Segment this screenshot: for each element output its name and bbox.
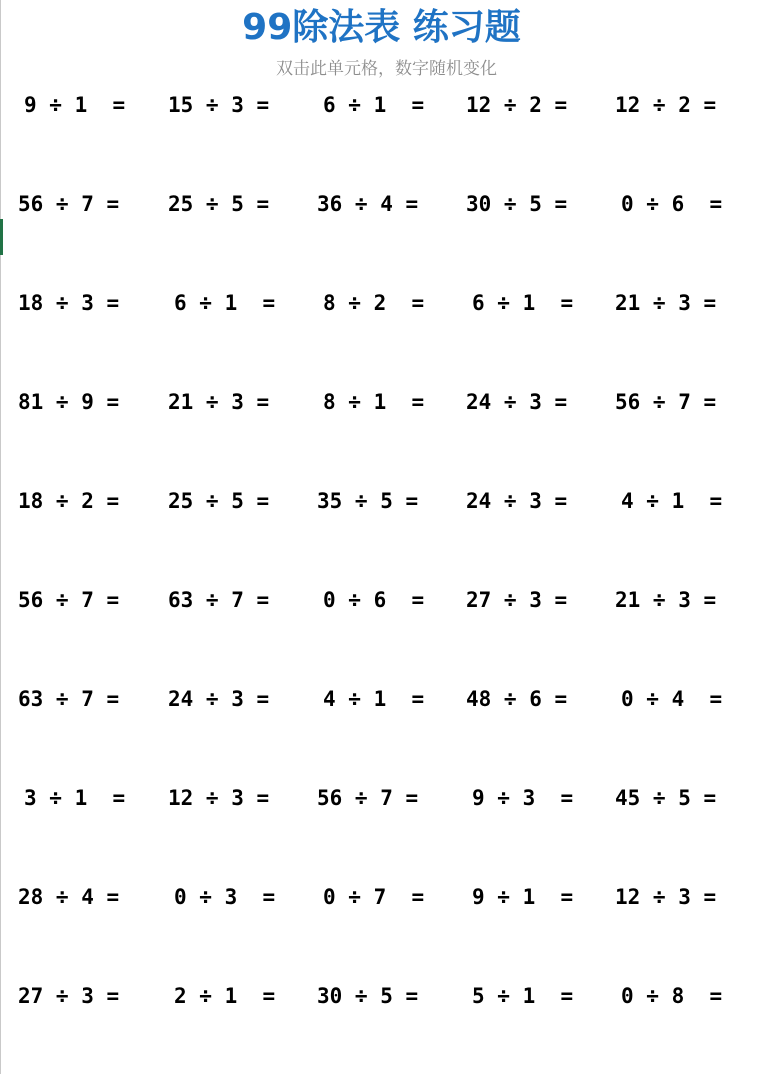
- division-problem: 6 ÷ 1 =: [472, 291, 574, 315]
- division-problem: 4 ÷ 1 =: [323, 687, 425, 711]
- subtitle-hint[interactable]: 双击此单元格，数字随机变化: [276, 59, 497, 79]
- division-problem: 0 ÷ 8 =: [621, 984, 723, 1008]
- division-problem: 18 ÷ 2 =: [18, 489, 120, 513]
- division-problem: 12 ÷ 3 =: [615, 885, 717, 909]
- division-problem: 56 ÷ 7 =: [615, 390, 717, 414]
- division-problem: 35 ÷ 5 =: [317, 489, 419, 513]
- division-problem: 30 ÷ 5 =: [466, 192, 568, 216]
- division-problem: 15 ÷ 3 =: [168, 93, 270, 117]
- page-title: 99除法表 练习题: [242, 7, 521, 48]
- division-problem: 9 ÷ 1 =: [24, 93, 126, 117]
- division-problem: 30 ÷ 5 =: [317, 984, 419, 1008]
- division-problem: 21 ÷ 3 =: [615, 291, 717, 315]
- division-problem: 48 ÷ 6 =: [466, 687, 568, 711]
- division-problem: 24 ÷ 3 =: [168, 687, 270, 711]
- division-problem: 27 ÷ 3 =: [18, 984, 120, 1008]
- division-problem: 12 ÷ 2 =: [466, 93, 568, 117]
- division-problem: 21 ÷ 3 =: [168, 390, 270, 414]
- division-problem: 6 ÷ 1 =: [323, 93, 425, 117]
- division-problem: 4 ÷ 1 =: [621, 489, 723, 513]
- division-problem: 2 ÷ 1 =: [174, 984, 276, 1008]
- division-problem: 8 ÷ 2 =: [323, 291, 425, 315]
- division-problem: 81 ÷ 9 =: [18, 390, 120, 414]
- division-problem: 0 ÷ 6 =: [621, 192, 723, 216]
- division-problem: 0 ÷ 7 =: [323, 885, 425, 909]
- division-problem: 27 ÷ 3 =: [466, 588, 568, 612]
- division-problem: 63 ÷ 7 =: [18, 687, 120, 711]
- division-problem: 63 ÷ 7 =: [168, 588, 270, 612]
- division-problem: 24 ÷ 3 =: [466, 489, 568, 513]
- division-problem: 56 ÷ 7 =: [18, 588, 120, 612]
- division-problem: 24 ÷ 3 =: [466, 390, 568, 414]
- division-problem: 12 ÷ 3 =: [168, 786, 270, 810]
- division-problem: 45 ÷ 5 =: [615, 786, 717, 810]
- division-problem: 9 ÷ 3 =: [472, 786, 574, 810]
- division-problem: 8 ÷ 1 =: [323, 390, 425, 414]
- division-problem: 12 ÷ 2 =: [615, 93, 717, 117]
- division-problem: 5 ÷ 1 =: [472, 984, 574, 1008]
- division-problem: 0 ÷ 4 =: [621, 687, 723, 711]
- division-problem: 25 ÷ 5 =: [168, 192, 270, 216]
- division-problem: 56 ÷ 7 =: [317, 786, 419, 810]
- division-problem: 25 ÷ 5 =: [168, 489, 270, 513]
- division-problem: 0 ÷ 6 =: [323, 588, 425, 612]
- division-problem: 9 ÷ 1 =: [472, 885, 574, 909]
- division-problem: 21 ÷ 3 =: [615, 588, 717, 612]
- division-problem: 28 ÷ 4 =: [18, 885, 120, 909]
- division-problem: 18 ÷ 3 =: [18, 291, 120, 315]
- division-problem: 56 ÷ 7 =: [18, 192, 120, 216]
- division-problem: 0 ÷ 3 =: [174, 885, 276, 909]
- division-problem: 3 ÷ 1 =: [24, 786, 126, 810]
- division-problem: 6 ÷ 1 =: [174, 291, 276, 315]
- division-problem: 36 ÷ 4 =: [317, 192, 419, 216]
- problem-grid: [0, 90, 763, 1080]
